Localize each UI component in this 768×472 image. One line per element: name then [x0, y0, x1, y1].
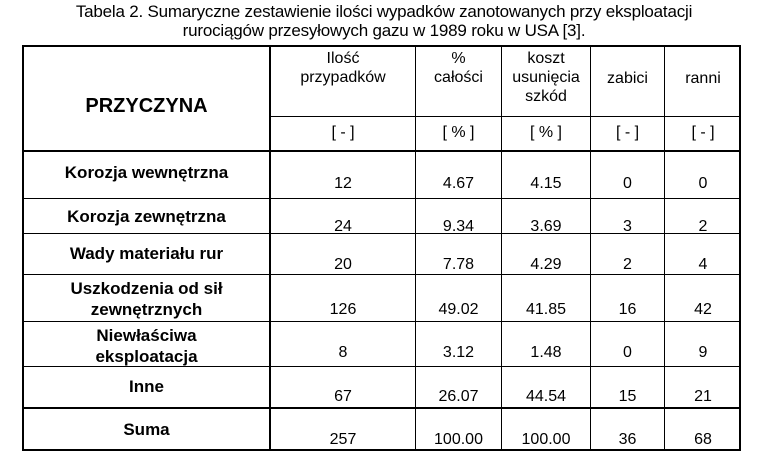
unit-percent: [ % ]	[442, 124, 475, 141]
table-cell: 67	[334, 388, 352, 405]
table-cell: 7.78	[442, 256, 475, 273]
header-killed: zabici	[607, 70, 648, 87]
table-cell: 21	[694, 388, 712, 405]
row-divider	[24, 274, 739, 275]
table-cell: 1.48	[530, 344, 562, 361]
total-cell: 257	[329, 431, 357, 448]
header-cost: koszt usunięcia szkód	[512, 50, 580, 105]
total-cell: 68	[694, 431, 712, 448]
table-cell: 9	[698, 344, 708, 361]
table-cell: 20	[334, 256, 352, 273]
row-label: Korozja zewnętrzna	[67, 207, 226, 226]
table-cell: 4.29	[530, 256, 562, 273]
unit-injured: [ - ]	[691, 124, 715, 141]
unit-row-divider	[271, 116, 739, 117]
total-cell: 36	[618, 431, 637, 448]
total-top-border	[24, 407, 739, 409]
table-cell: 24	[334, 218, 352, 235]
table-cell: 15	[618, 388, 637, 405]
header-przyczyna: PRZYCZYNA	[85, 95, 208, 117]
row-label: Niewłaściwa eksploatacja	[95, 326, 198, 366]
table-cell: 41.85	[525, 301, 567, 318]
unit-cost: [ % ]	[529, 124, 562, 141]
row-divider	[24, 321, 739, 322]
table-cell: 16	[618, 301, 637, 318]
table-cell: 3.69	[530, 218, 562, 235]
row-label: Korozja wewnętrzna	[64, 163, 229, 182]
header-bottom-border	[24, 150, 739, 152]
table-cell: 0	[623, 175, 632, 192]
caption-line-1: Tabela 2. Sumaryczne zestawienie ilości wypadków zanotowanych przy eksploatacji	[75, 2, 693, 21]
table-cell: 9.34	[442, 218, 475, 235]
unit-killed: [ - ]	[615, 124, 640, 141]
row-label: Wady materiału rur	[69, 244, 224, 263]
total-cell: 100.00	[521, 431, 571, 448]
table-cell: 8	[338, 344, 348, 361]
table-cell: 3	[623, 218, 632, 235]
table-cell: 4.67	[442, 175, 475, 192]
header-count: Ilość przypadków	[300, 50, 386, 86]
header-percent: % całości	[434, 50, 483, 86]
total-label: Suma	[123, 420, 170, 439]
unit-count: [ - ]	[331, 124, 355, 141]
table-cell: 12	[334, 175, 352, 192]
table-cell: 2	[623, 256, 632, 273]
table-cell: 0	[623, 344, 632, 361]
table-cell: 4.15	[530, 175, 562, 192]
table-cell: 44.54	[525, 388, 567, 405]
table-cell: 0	[698, 175, 708, 192]
table-cell: 49.02	[438, 301, 479, 318]
caption-line-2: rurociągów przesyłowych gazu w 1989 roku w USA [3].	[182, 21, 586, 40]
table-cell: 3.12	[442, 344, 475, 361]
table-cell: 26.07	[438, 388, 479, 405]
total-cell: 100.00	[434, 431, 483, 448]
accident-table	[22, 45, 741, 451]
row-label: Inne	[129, 377, 164, 396]
table-caption	[0, 2, 768, 40]
row-label: Uszkodzenia od sił zewnętrznych	[70, 279, 223, 319]
table-cell: 2	[698, 218, 708, 235]
table-cell: 42	[694, 301, 712, 318]
table-cell: 4	[698, 256, 708, 273]
row-divider	[24, 198, 739, 199]
table-cell: 126	[329, 301, 357, 318]
header-injured: ranni	[685, 70, 721, 87]
